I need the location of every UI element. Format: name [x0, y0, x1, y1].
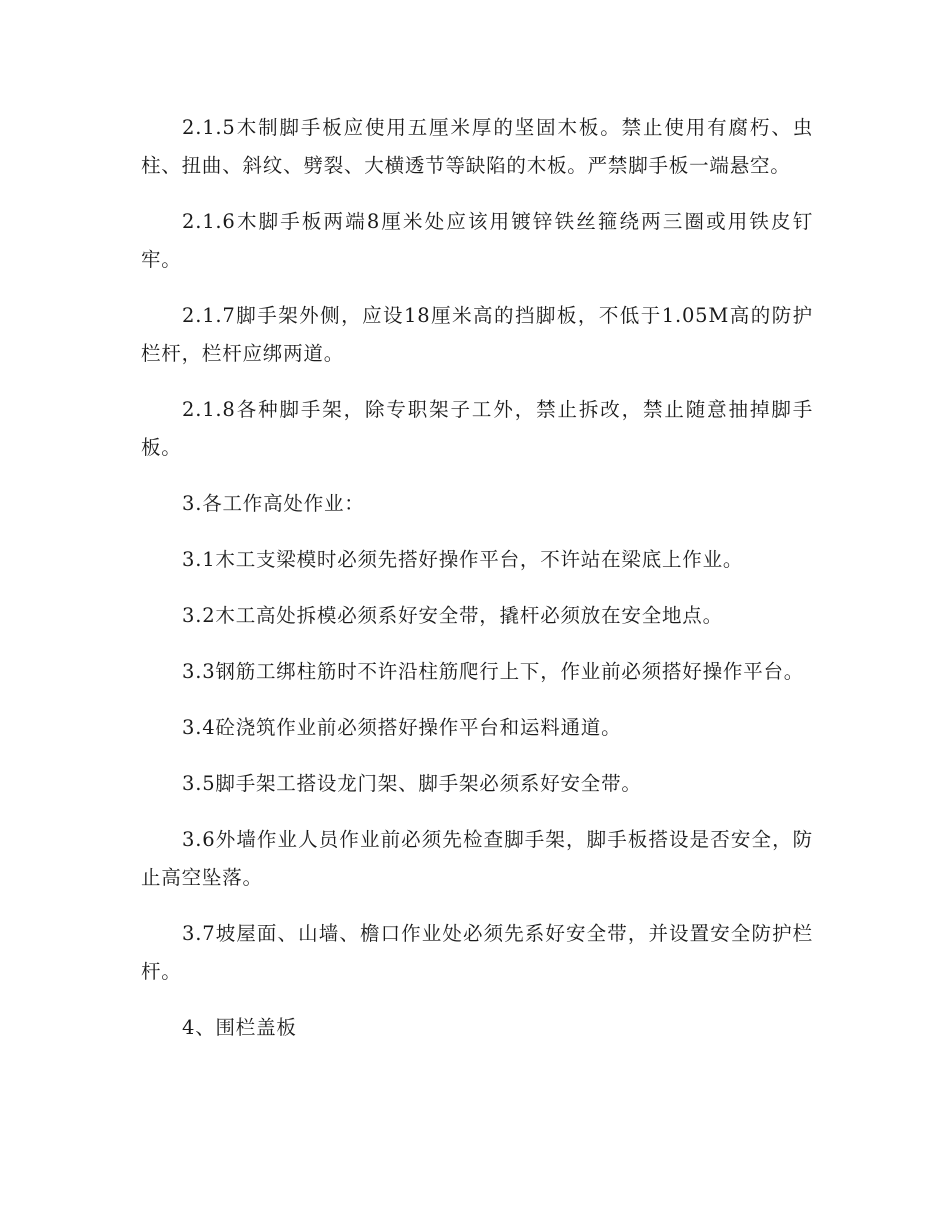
paragraph-2-1-6: 2.1.6木脚手板两端8厘米处应该用镀锌铁丝箍绕两三圈或用铁皮钉牢。	[141, 210, 813, 271]
paragraph-3-2: 3.2木工高处拆模必须系好安全带，撬杆必须放在安全地点。	[182, 604, 723, 627]
paragraph-3-5: 3.5脚手架工搭设龙门架、脚手架必须系好安全带。	[182, 772, 642, 795]
paragraph-3-7: 3.7坡屋面、山墙、檐口作业处必须先系好安全带，并设置安全防护栏杆。	[141, 922, 813, 983]
section-heading-3: 3.各工作高处作业：	[182, 492, 365, 515]
document-body	[141, 109, 813, 1065]
paragraph-2-1-5: 2.1.5木制脚手板应使用五厘米厚的坚固木板。禁止使用有腐朽、虫柱、扭曲、斜纹、劈裂、大横透节等缺陷的木板。严禁脚手板一端悬空。	[141, 116, 813, 177]
paragraph-2-1-8: 2.1.8各种脚手架，除专职架子工外，禁止拆改，禁止随意抽掉脚手板。	[141, 398, 813, 459]
paragraph-3-6: 3.6外墙作业人员作业前必须先检查脚手架，脚手板搭设是否安全，防止高空坠落。	[141, 828, 813, 889]
paragraph-3-1: 3.1木工支梁模时必须先搭好操作平台，不许站在梁底上作业。	[182, 548, 744, 571]
paragraph-2-1-7: 2.1.7脚手架外侧，应设18厘米高的挡脚板，不低于1.05M高的防护栏杆，栏杆应绑两道。	[141, 304, 813, 365]
paragraph-3-4: 3.4砼浇筑作业前必须搭好操作平台和运料通道。	[182, 716, 622, 739]
paragraph-3-3: 3.3钢筋工绑柱筋时不许沿柱筋爬行上下，作业前必须搭好操作平台。	[182, 660, 805, 683]
section-heading-4: 4、围栏盖板	[182, 1016, 297, 1039]
